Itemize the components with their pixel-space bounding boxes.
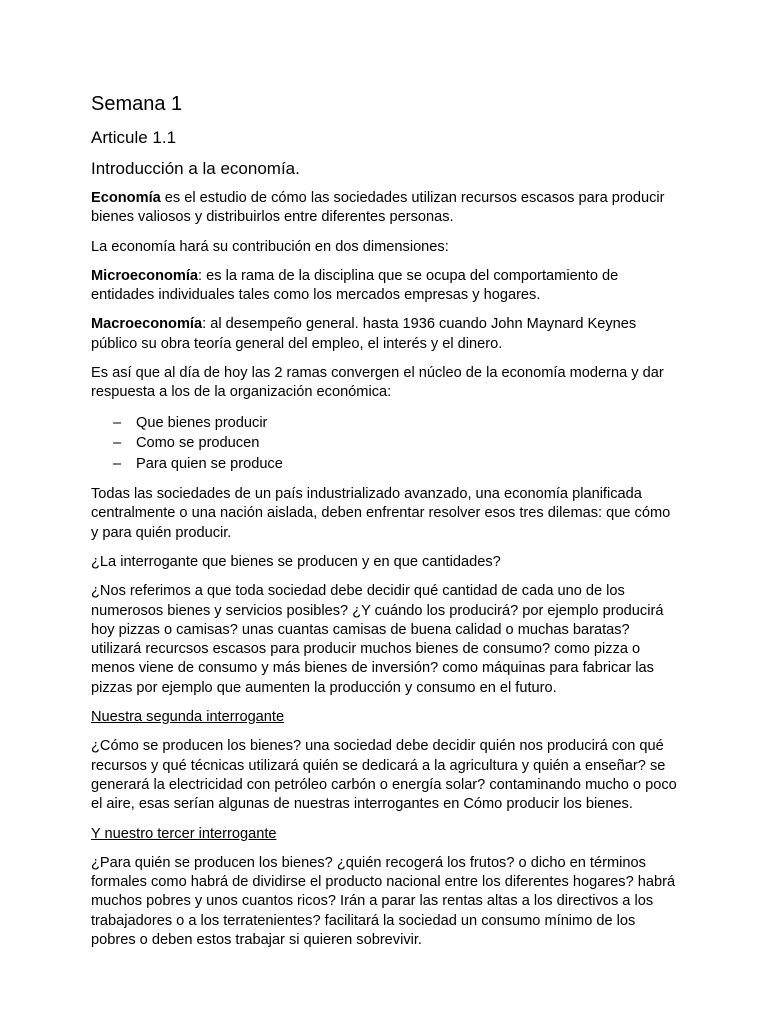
list-item [91, 413, 681, 434]
paragraph-macroeconomia-text: : al desempeño general. hasta 1936 cuando John Maynard Keynes público su obra teoría general del empleo, el interés y el dinero. [91, 316, 637, 352]
article-heading: Articule 1.1 [91, 128, 177, 147]
paragraph-economia [91, 189, 681, 228]
list-item [91, 433, 681, 454]
list-item-text: Que bienes producir [136, 414, 268, 431]
document-page [91, 91, 681, 960]
term-macroeconomia: Macroeconomía [91, 316, 203, 333]
heading-tercer-interrogante: Y nuestro tercer interrogante [91, 825, 277, 842]
dash-marker: – [113, 456, 122, 473]
paragraph-microeconomia-text: : es la rama de la disciplina que se ocupa del comportamiento de entidades individuales tales como los mercados empresas y hogares. [91, 267, 619, 304]
term-microeconomia: Microeconomía [91, 267, 199, 284]
paragraph-microeconomia [91, 267, 681, 306]
dash-marker: – [113, 435, 122, 452]
paragraph-referimos: ¿Nos referimos a que toda sociedad debe decidir qué cantidad de cada uno de los numerosos bienes y servicios posibles? ¿Y cuándo los producirá? por ejemplo producirá hoy pizzas o camisas? unas cuantas camisas de buena calidad o muchas baratas? utilizará recurcsos escasos para producir muchos bienes de consumo? como pizza o menos viene de consumo y más bienes de inversión? como máquinas para fabricar las pizzas por ejemplo que aumenten la producción y consumo en el futuro. [91, 583, 664, 696]
paragraph-macroeconomia [91, 315, 681, 354]
list-item [91, 454, 681, 475]
term-economia: Economía [91, 190, 161, 206]
list-item-text: Para quien se produce [136, 456, 283, 473]
section-heading: Introducción a la economía. [91, 159, 300, 178]
document-title: Semana 1 [91, 93, 183, 115]
heading-segunda-interrogante: Nuestra segunda interrogante [91, 709, 285, 726]
paragraph-para-quien: ¿Para quién se producen los bienes? ¿quién recogerá los frutos? o dicho en términos formales como habrá de dividirse el producto nacional entre los diferentes hogares? habrá muchos pobres y unos cuantos ricos? Irán a parar las rentas altas a los directivos a los trabajadores o a los terratenientes? facilitará la sociedad un consumo mínimo de los pobres o deben estos trabajar si quieren sobrevivir. [91, 854, 676, 948]
list-item-text: Como se producen [136, 435, 260, 452]
paragraph-como-se-producen: ¿Cómo se producen los bienes? una sociedad debe decidir quién nos producirá con qué recursos y qué técnicas utilizará quién se dedicará a la agricultura y quién a enseñar? se generará la electricidad con petróleo carbón o energía solar? contaminando mucho o poco el aire, esas serían algunas de nuestras interrogantes en Cómo producir los bienes. [91, 738, 677, 813]
questions-list [91, 413, 681, 475]
paragraph-interrogante-cantidades: ¿La interrogante que bienes se producen y en que cantidades? [91, 553, 501, 570]
paragraph-ramas: Es así que al día de hoy las 2 ramas convergen el núcleo de la economía moderna y dar respuesta a los de la organización económica: [91, 365, 664, 401]
paragraph-sociedades: Todas las sociedades de un país industrializado avanzado, una economía planificada centralmente o una nación aislada, deben enfrentar resolver esos tres dilemas: que cómo y para quién producir. [91, 486, 671, 541]
paragraph-dimensiones: La economía hará su contribución en dos dimensiones: [91, 238, 449, 255]
paragraph-economia-text: es el estudio de cómo las sociedades utilizan recursos escasos para producir bienes valiosos y distribuirlos entre diferentes personas. [91, 190, 665, 226]
dash-marker: – [113, 414, 122, 431]
